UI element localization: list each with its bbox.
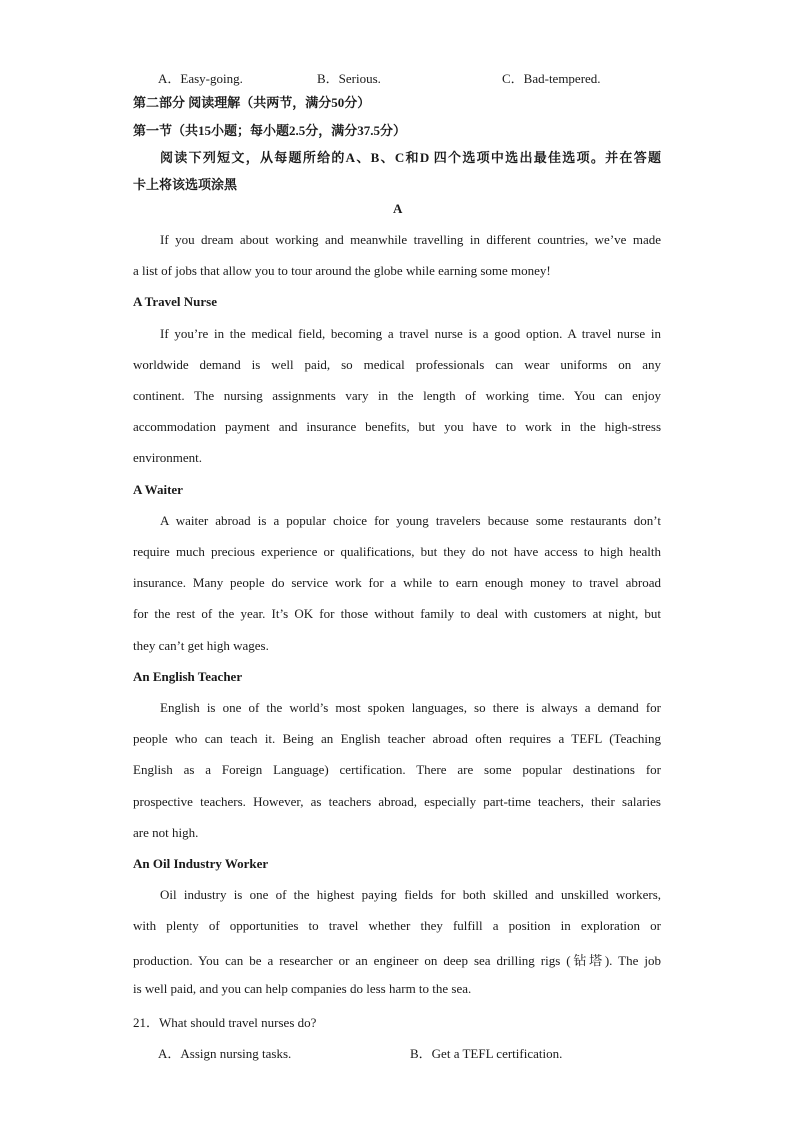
paragraph-line: accommodation payment and insurance benefits, but you have to work in the high-stress: [133, 419, 661, 434]
paragraph-line: Oil industry is one of the highest paying fields for both skilled and unskilled workers,: [160, 887, 661, 902]
part-two-title: 第二部分 阅读理解（共两节，满分50分）: [133, 95, 371, 110]
section-heading-oil-worker: An Oil Industry Worker: [133, 856, 269, 871]
paragraph-line: prospective teachers. However, as teachers abroad, especially part-time teachers, their salaries: [133, 794, 661, 809]
intro-line: If you dream about working and meanwhile travelling in different countries, we’ve made: [160, 232, 661, 247]
question-21-option-a: A．Assign nursing tasks.: [158, 1046, 292, 1061]
paragraph-line: English is one of the world’s most spoken languages, so there is always a demand for: [160, 700, 661, 715]
paragraph-line: with plenty of opportunities to travel whether they fulfill a position in exploration or: [133, 918, 661, 933]
paragraph-line: are not high.: [133, 825, 199, 840]
instruction-line-2: 卡上将该选项涂黑: [133, 177, 238, 192]
paragraph-line: environment.: [133, 450, 202, 465]
paragraph-line: insurance. Many people do service work for a while to earn enough money to travel abroad: [133, 575, 661, 590]
intro-line: a list of jobs that allow you to tour around the globe while earning some money!: [133, 263, 551, 278]
prev-option-b: B．Serious.: [317, 71, 381, 86]
section-heading-english-teacher: An English Teacher: [133, 669, 243, 684]
section-heading-waiter: A Waiter: [133, 482, 183, 497]
paragraph-line: continent. The nursing assignments vary in the length of working time. You can enjoy: [133, 388, 661, 403]
paragraph-line: for the rest of the year. It’s OK for those without family to deal with customers at night, but: [133, 606, 661, 621]
paragraph-line: A waiter abroad is a popular choice for young travelers because some restaurants don’t: [160, 513, 661, 528]
paragraph-line: they can’t get high wages.: [133, 638, 269, 653]
prev-option-c: C．Bad-tempered.: [502, 71, 601, 86]
paragraph-line: English as a Foreign Language) certification. There are some popular destinations for: [133, 762, 661, 777]
paragraph-line: is well paid, and you can help companies do less harm to the sea.: [133, 981, 472, 996]
question-21-option-b: B．Get a TEFL certification.: [410, 1046, 563, 1061]
section-heading-travel-nurse: A Travel Nurse: [133, 294, 218, 309]
prev-option-a: A．Easy-going.: [158, 71, 243, 86]
paragraph-line: require much precious experience or qualifications, but they do not have access to high health: [133, 544, 661, 559]
paragraph-line: production. You can be a researcher or an engineer on deep sea drilling rigs (钻塔). The job: [133, 953, 661, 968]
instruction-line-1: 阅读下列短文，从每题所给的A、B、C和D 四个选项中选出最佳选项。并在答题: [160, 150, 661, 165]
paragraph-line: people who can teach it. Being an English teacher abroad often requires a TEFL (Teaching: [133, 731, 661, 746]
question-21: 21．What should travel nurses do?: [133, 1015, 317, 1030]
paragraph-line: worldwide demand is well paid, so medical professionals can wear uniforms on any: [133, 357, 661, 372]
paragraph-line: If you’re in the medical field, becoming a travel nurse is a good option. A travel nurse in: [160, 326, 661, 341]
passage-label: A: [393, 201, 403, 216]
section-one-title: 第一节（共15小题；每小题2.5分，满分37.5分）: [133, 123, 407, 138]
